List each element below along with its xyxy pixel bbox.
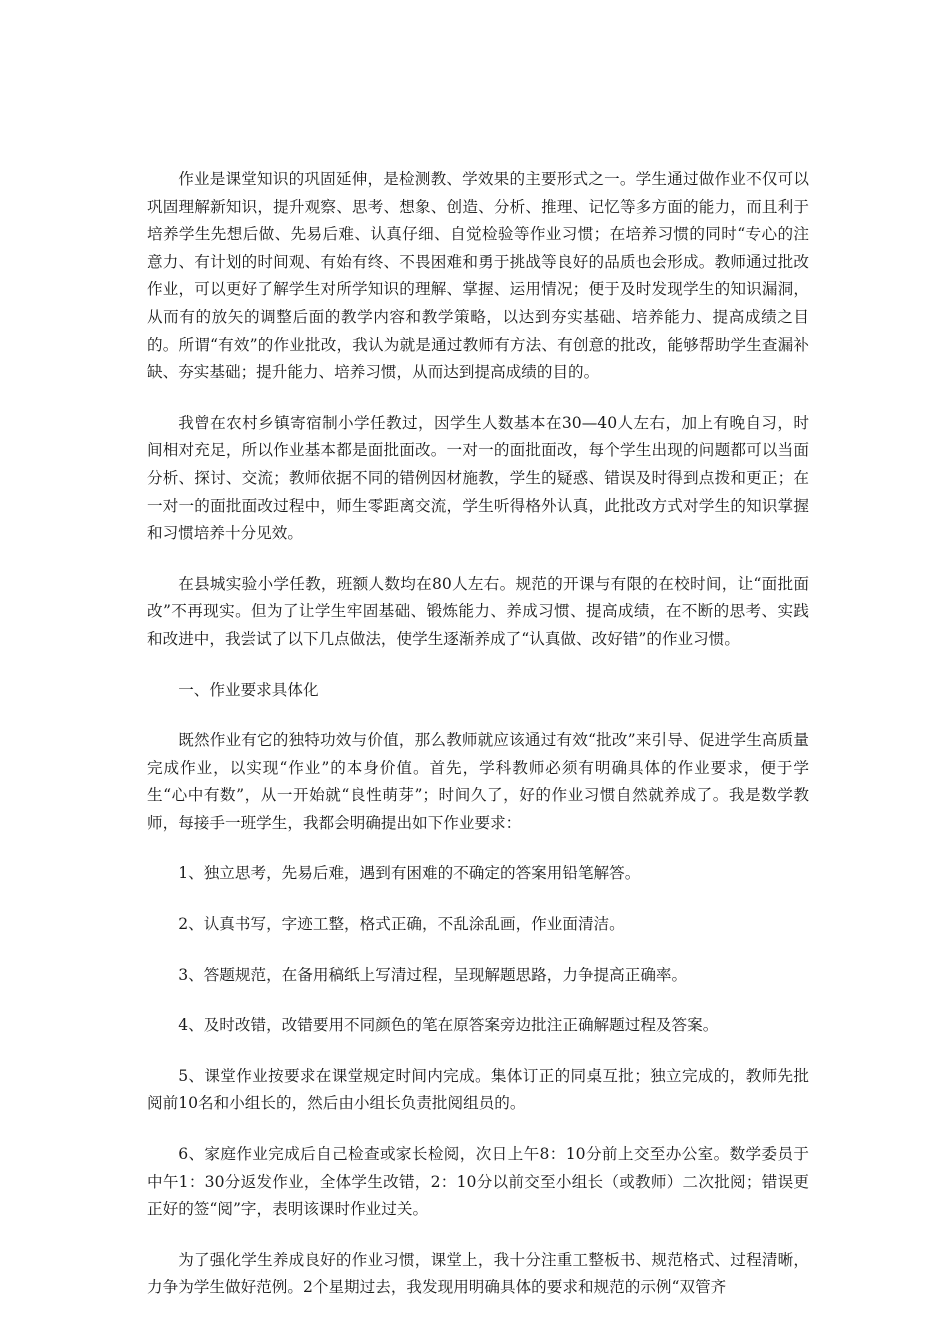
list-item: 3、答题规范，在备用稿纸上写清过程，呈现解题思路，力争提高正确率。 xyxy=(178,965,688,984)
paragraph-rural-school: 我曾在农村乡镇寄宿制小学任教过，因学生人数基本在30—40人左右，加上有晚自习，时间相对充足，所以作业基本都是面批面改。一对一的面批面改，每个学生出现的问题都可以当面分析、探讨、交流；教师依据不同的错例因材施教，学生的疑惑、错误及时得到点拨和更正；在一对一的面批面改过程中，师生零距离交流，学生听得格外认真，此批改方式对学生的知识掌握和习惯培养十分见效。 xyxy=(147,413,809,543)
list-item: 6、家庭作业完成后自己检查或家长检阅，次日上午8：10分前上交至办公室。数学委员于中午1：30分返发作业，全体学生改错，2：10分以前交至小组长（或教师）二次批阅；错误更正好的签“阅”字，表明该课时作业过关。 xyxy=(147,1145,809,1219)
document-body xyxy=(147,166,809,1325)
paragraph-requirements: 既然作业有它的独特功效与价值，那么教师就应该通过有效“批改”来引导、促进学生高质量完成作业，以实现“作业”的本身价值。首先，学科教师必须有明确具体的作业要求，便于学生“心中有数”，从一开始就“良性萌芽”；时间久了，好的作业习惯自然就养成了。我是数学教师，每接手一班学生，我都会明确提出如下作业要求： xyxy=(147,731,809,832)
paragraph-intro: 作业是课堂知识的巩固延伸，是检测教、学效果的主要形式之一。学生通过做作业不仅可以巩固理解新知识，提升观察、思考、想象、创造、分析、推理、记忆等多方面的能力，而且利于培养学生先想后做、先易后难、认真仔细、自觉检验等作业习惯；在培养习惯的同时“专心的注意力、有计划的时间观、有始有终、不畏困难和勇于挑战等良好的品质也会形成。教师通过批改作业，可以更好了解学生对所学知识的理解、掌握、运用情况；便于及时发现学生的知识漏洞，从而有的放矢的调整后面的教学内容和教学策略，以达到夯实基础、培养能力、提高成绩之目的。所谓“有效”的作业批改，我认为就是通过教师有方法、有创意的批改，能够帮助学生查漏补缺、夯实基础；提升能力、培养习惯，从而达到提高成绩的目的。 xyxy=(147,170,809,382)
paragraph-county-school: 在县城实验小学任教，班额人数均在80人左右。规范的开课与有限的在校时间，让“面批面改”不再现实。但为了让学生牢固基础、锻炼能力、养成习惯、提高成绩，在不断的思考、实践和改进中，我尝试了以下几点做法，使学生逐渐养成了“认真做、改好错”的作业习惯。 xyxy=(147,574,809,648)
list-item: 5、课堂作业按要求在课堂规定时间内完成。集体订正的同桌互批；独立完成的，教师先批阅前10名和小组长的，然后由小组长负责批阅组员的。 xyxy=(147,1066,809,1113)
list-item: 4、及时改错，改错要用不同颜色的笔在原答案旁边批注正确解题过程及答案。 xyxy=(178,1016,719,1035)
list-item: 1、独立思考，先易后难，遇到有困难的不确定的答案用铅笔解答。 xyxy=(178,864,641,883)
paragraph-closing: 为了强化学生养成良好的作业习惯，课堂上，我十分注重工整板书、规范格式、过程清晰，力争为学生做好范例。2个星期过去，我发现用明确具体的要求和规范的示例“双管齐 xyxy=(147,1250,809,1297)
list-item: 2、认真书写，字迹工整，格式正确，不乱涂乱画，作业面清洁。 xyxy=(178,915,625,934)
section-heading: 一、作业要求具体化 xyxy=(178,680,319,699)
